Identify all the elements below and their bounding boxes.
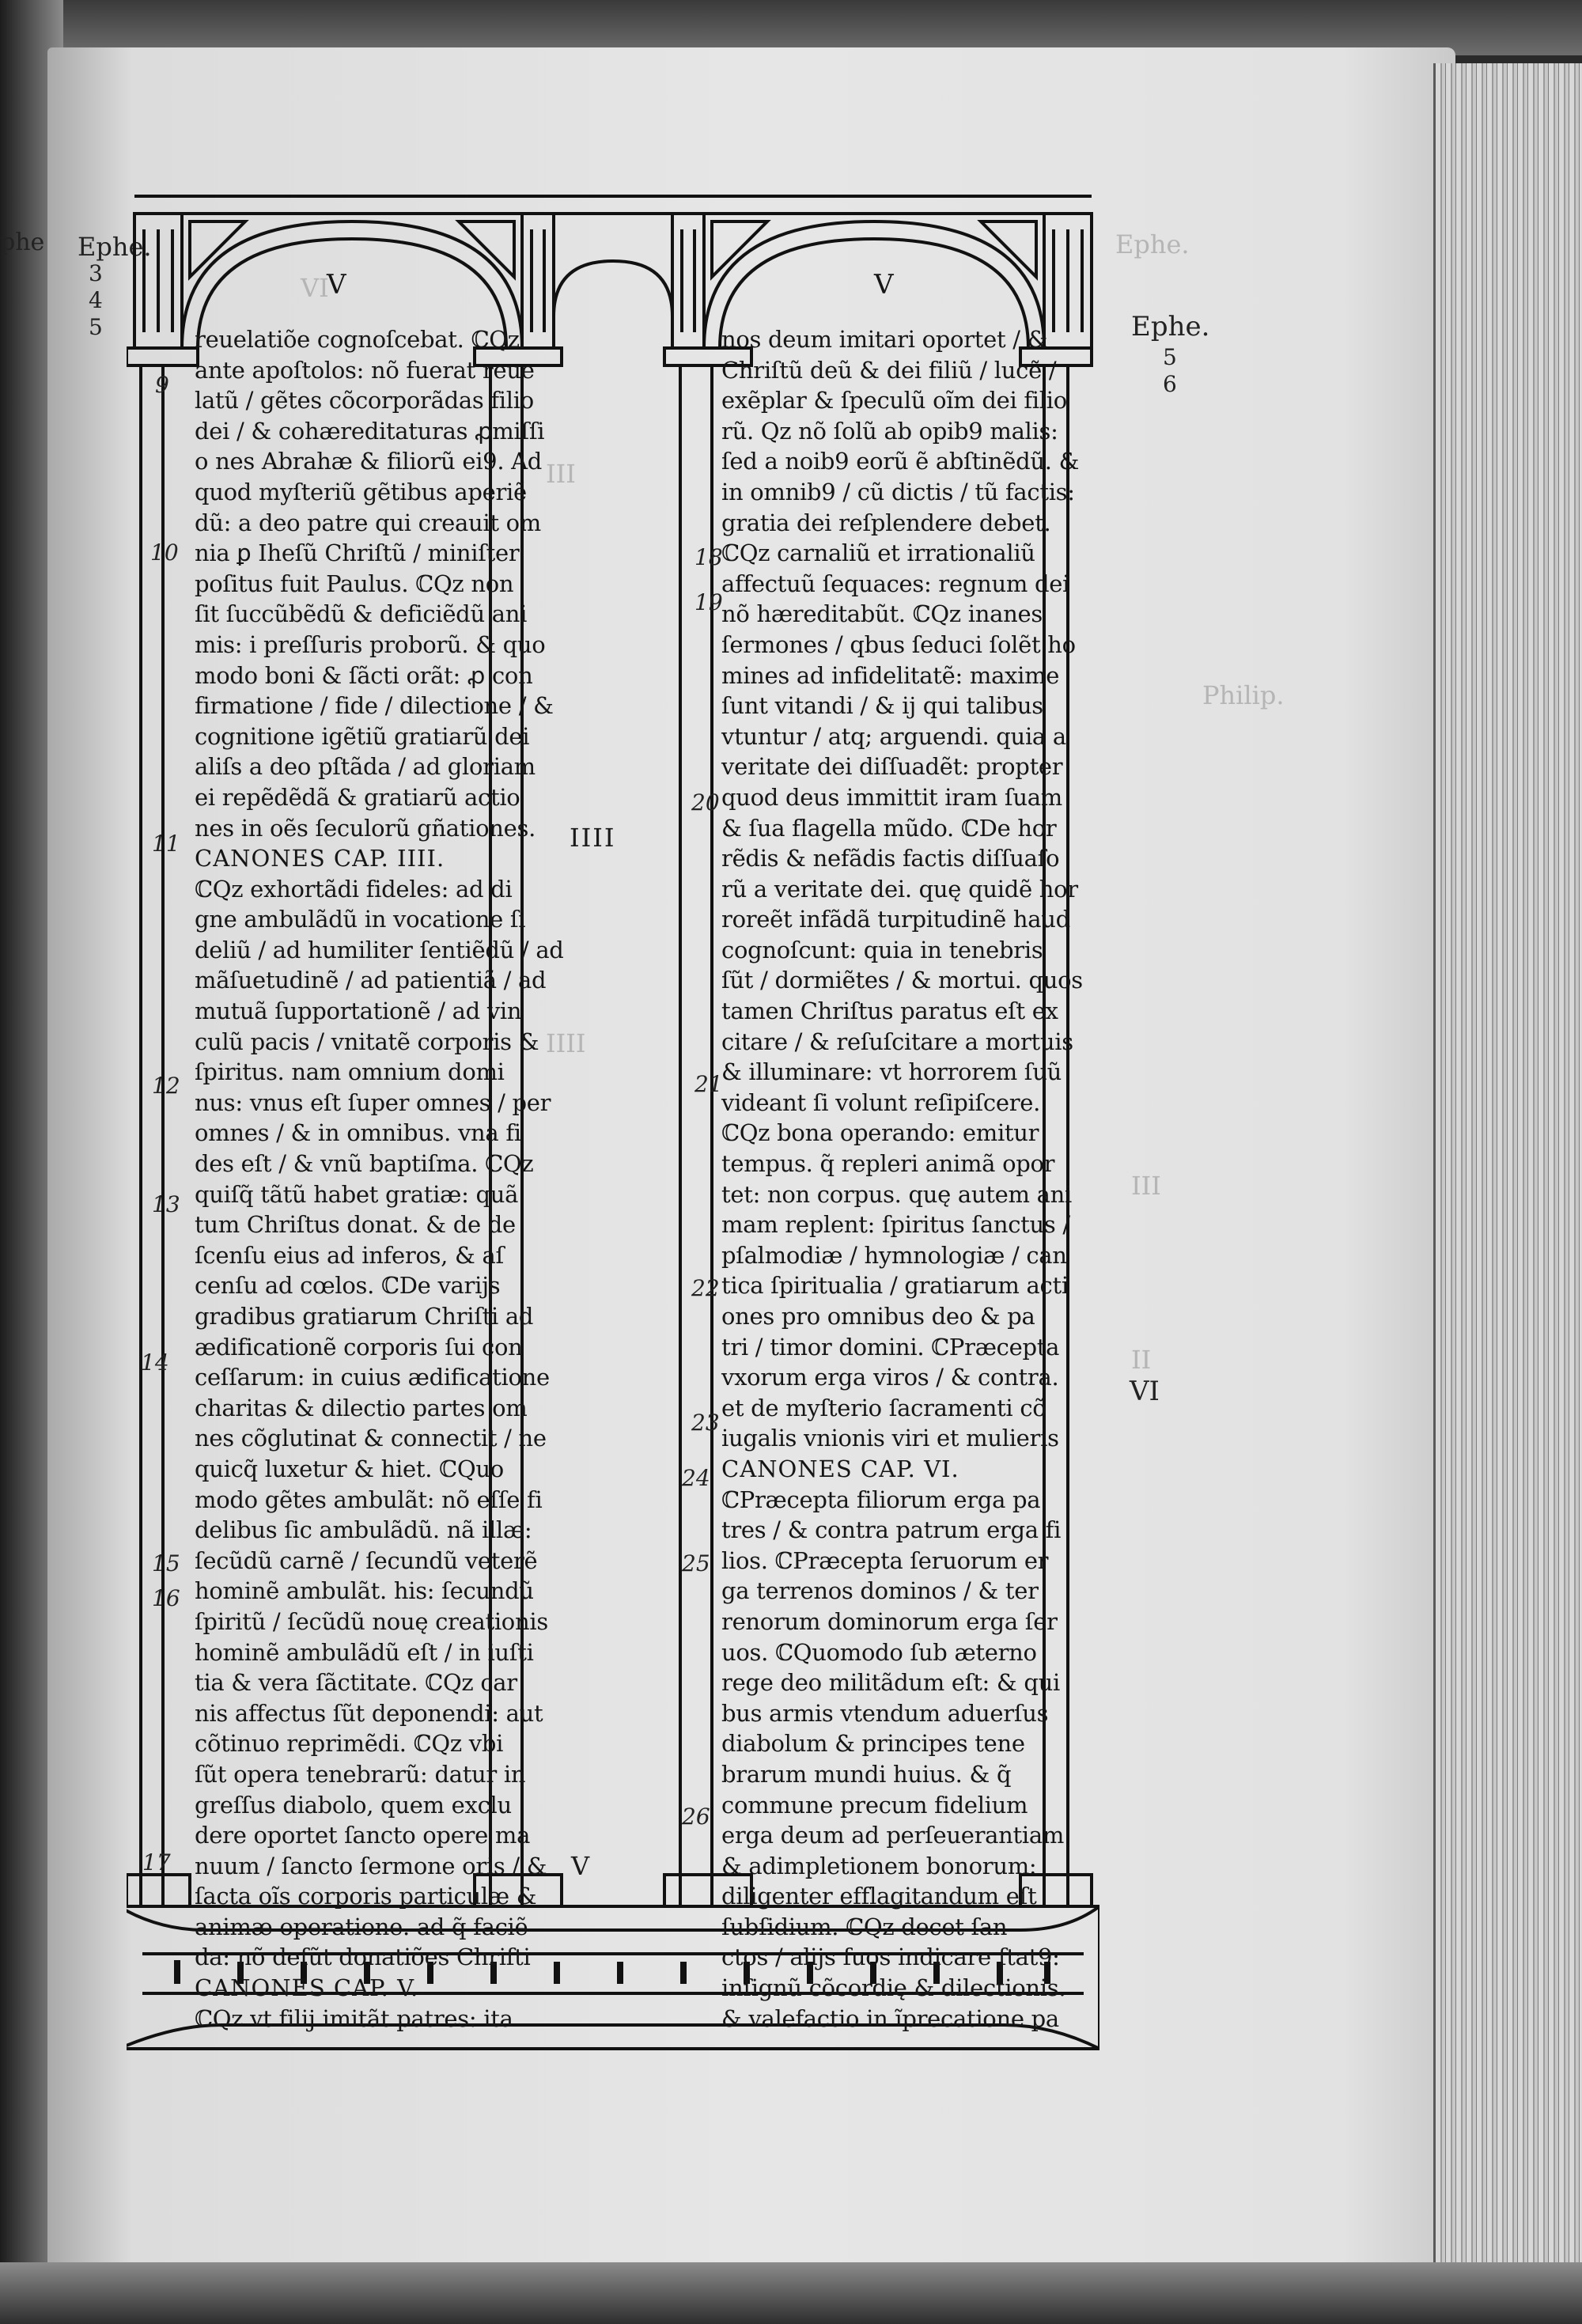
text-line: mines ad infidelitatẽ: maxime [721, 661, 1060, 689]
text-line: mãſuetudinẽ / ad patientiã / ad [195, 967, 547, 994]
text-line: renorum dominorum erga ſer [721, 1607, 1058, 1635]
text-line: ceſſarum: in cuius ædificatione [195, 1364, 550, 1391]
margin-reference: Ephe. [1131, 311, 1210, 343]
text-line: nuum / ſancto ſermone oris / & [195, 1852, 547, 1879]
verse-number: 23 [691, 1410, 720, 1436]
text-line: affectuũ ſequaces: regnum dei [721, 570, 1070, 597]
text-line: videant ſi volunt reſipiſcere. [721, 1088, 1041, 1116]
text-line: mam replent: ſpiritus ſanctus / [721, 1211, 1070, 1239]
text-line: nes in oẽs ſeculorũ gñationes. [195, 814, 536, 842]
show-through-mark: VI [301, 273, 329, 303]
text-line: tet: non corpus. quę autem ani [721, 1180, 1072, 1208]
text-line: roreẽt infãdã turpitudinẽ haud [721, 906, 1070, 933]
text-line: ſermones / qbus ſeduci ſolẽt ho [721, 630, 1076, 658]
text-line: & adimpletionem bonorum: [721, 1852, 1037, 1879]
text-line: ſed a noib9 eorũ ẽ abſtinẽdũ. & [721, 448, 1080, 475]
text-line: brarum mundi huius. & q̃ [721, 1760, 1012, 1788]
text-line: dei / & cohæreditaturas ꝓmiſſi [195, 417, 545, 445]
text-line: ſunt vitandi / & ij qui talibus [721, 692, 1043, 720]
verse-number: 9 [155, 372, 169, 398]
text-line: & valefactio in ĩprecatione pa [721, 2004, 1059, 2032]
text-line: ℂPræcepta filiorum erga pa [721, 1486, 1041, 1513]
text-line: ℂQz vt filij imitãt patres: ita [195, 2004, 513, 2032]
text-line: lios. ℂPræcepta ſeruorum er [721, 1546, 1049, 1574]
text-line: modo gẽtes ambulãt: nõ eſſe fi [195, 1486, 543, 1513]
text-line: pſalmodiæ / hymnologiæ / can [721, 1241, 1067, 1269]
verse-number: 17 [142, 1849, 171, 1875]
verse-number: 12 [152, 1073, 180, 1099]
text-line: diabolum & principes tene [721, 1730, 1025, 1758]
margin-reference: Ephe. [78, 232, 152, 262]
text-line: reuelatiõe cognoſcebat. ℂQz [195, 326, 520, 353]
text-line: citare / & reſuſcitare a mortuis [721, 1028, 1073, 1055]
text-line: quod myſteriũ gẽtibus aperiẽ [195, 478, 527, 505]
text-line: ſpiritus. nam omnium domi [195, 1058, 505, 1086]
text-line: ei repẽdẽdã & gratiarũ actio [195, 783, 520, 811]
center-chapter-mark: IIII [570, 823, 616, 853]
text-line: poſitus fuit Paulus. ℂQz non [195, 570, 514, 597]
text-line: tri / timor domini. ℂPræcepta [721, 1333, 1060, 1361]
text-line: vxorum erga viros / & contra. [721, 1364, 1059, 1391]
show-through-mark: Philip. [1202, 680, 1285, 710]
text-line: rẽdis & nefãdis factis diſſuaſo [721, 845, 1060, 872]
verse-number: 20 [691, 789, 720, 816]
chapter-heading: CANONES CAP. IIII. [195, 845, 445, 872]
right-text-column [721, 324, 1101, 2034]
text-line: ga terrenos dominos / & ter [721, 1577, 1039, 1605]
text-line: vtuntur / atq; arguendi. quia a [721, 722, 1066, 750]
text-line: et de myſterio ſacramenti cõ [721, 1394, 1046, 1421]
text-line: ſubſidium. ℂQz decet ſan [721, 1913, 1008, 1940]
text-line: & illuminare: vt horrorem ſuũ [721, 1058, 1062, 1086]
text-line: dũ: a deo patre qui creauit om [195, 509, 541, 536]
text-line: gratia dei reſplendere debet. [721, 509, 1051, 536]
text-line: mis: i preſſuris proborũ. & quo [195, 630, 546, 658]
text-line: aliſs a deo pſtãda / ad gloriam [195, 753, 536, 781]
left-text-column [195, 324, 566, 2034]
text-line: firmatione / fide / dilectione / & [195, 692, 554, 720]
text-line: quicq̃ luxetur & hiet. ℂQuo [195, 1455, 504, 1482]
text-line: veritate dei diſſuadẽt: propter [721, 753, 1063, 781]
text-line: diligenter efflagitandum eſt [721, 1883, 1037, 1910]
verse-number: 25 [682, 1550, 710, 1576]
text-line: nia ꝑ Iheſũ Chriſtũ / miniſter [195, 539, 520, 567]
margin-number: 5 [89, 314, 103, 340]
text-line: modo boni & ſãcti orãt: ꝓ con [195, 661, 533, 689]
running-head-right: V [874, 269, 894, 301]
text-line: o nes Abrahæ & filiorũ ei9. Ad [195, 448, 543, 475]
margin-number: 4 [89, 287, 103, 313]
show-through-mark: Ephe. [1115, 229, 1190, 259]
text-line: nos deum imitari oportet / & [721, 326, 1048, 353]
margin-number: 5 [1163, 344, 1177, 370]
text-line: cenſu ad cœlos. ℂDe varijs [195, 1272, 501, 1300]
text-line: tica ſpiritualia / gratiarum acti [721, 1272, 1069, 1300]
text-line: ſecũdũ carnẽ / ſecundũ veterẽ [195, 1546, 538, 1574]
text-line: tamen Chriſtus paratus eſt ex [721, 997, 1058, 1025]
page-edges-stack [1433, 63, 1582, 2278]
text-line: uos. ℂQuomodo ſub æterno [721, 1638, 1037, 1666]
text-line: ſũt opera tenebrarũ: datur in [195, 1760, 526, 1788]
text-line: nõ hæreditabũt. ℂQz inanes [721, 600, 1043, 628]
text-line: omnes / & in omnibus. vna fi [195, 1119, 521, 1147]
text-line: ædificationẽ corporis ſui con [195, 1333, 523, 1361]
text-line: erga deum ad perſeuerantiam [721, 1822, 1065, 1849]
text-line: des eſt / & vnũ baptiſma. ℂQz [195, 1150, 534, 1178]
text-line: hominẽ ambulãdũ eſt / in iuſti [195, 1638, 534, 1666]
book-bottom-edge [0, 2262, 1582, 2324]
margin-number: 3 [89, 260, 103, 286]
text-line: gradibus gratiarum Chriſti ad [195, 1303, 534, 1330]
text-line: gne ambulãdũ in vocatione ſi [195, 906, 526, 933]
running-head-left: V [327, 269, 346, 301]
text-line: tres / & contra patrum erga fi [721, 1516, 1062, 1544]
margin-number: 6 [1163, 371, 1177, 397]
text-line: animæ operatione. ad q̃ faciẽ [195, 1913, 528, 1940]
text-line: bus armis vtendum aduerſus [721, 1699, 1049, 1727]
text-line: ante apoſtolos: nõ fuerat reue [195, 356, 535, 384]
text-line: cognoſcunt: quia in tenebris [721, 936, 1043, 963]
text-line: cognitione igẽtiũ gratiarũ dei [195, 722, 530, 750]
text-line: nes cõglutinat & connectit / ne [195, 1425, 547, 1452]
text-line: iugalis vnionis viri et mulieris [721, 1425, 1059, 1452]
text-line: tum Chriſtus donat. & de de [195, 1211, 516, 1239]
text-line: da: nõ deſũt donatiões Chriſti [195, 1944, 531, 1971]
text-line: deliũ / ad humiliter ſentiẽdũ / ad [195, 936, 564, 963]
text-line: rege deo militãdum eſt: & qui [721, 1669, 1060, 1697]
text-line: ℂQz exhortãdi fideles: ad di [195, 875, 513, 903]
verse-number: 18 [694, 544, 723, 570]
text-line: delibus ſic ambulãdũ. nã illæ: [195, 1516, 532, 1544]
text-line: quod deus immittit iram ſuam [721, 783, 1062, 811]
text-line: ſũt / dormiẽtes / & mortui. quos [721, 967, 1083, 994]
text-line: tempus. q̃ repleri animã opor [721, 1150, 1055, 1178]
verse-number: 16 [152, 1585, 180, 1611]
verse-number: 15 [152, 1550, 180, 1576]
verse-number: 24 [682, 1465, 710, 1491]
text-line: in omnib9 / cũ dictis / tũ factis: [721, 478, 1075, 505]
verse-number: 11 [152, 831, 180, 857]
show-through-mark: IIII [546, 1028, 586, 1058]
text-line: ℂQz bona operando: emitur [721, 1119, 1039, 1147]
verse-number: 10 [150, 539, 179, 566]
text-line: commune precum fidelium [721, 1791, 1028, 1819]
verse-number: 26 [682, 1804, 710, 1830]
verse-number: 19 [694, 589, 723, 615]
text-line: nis affectus ſũt deponendi: aut [195, 1699, 543, 1727]
text-line: dere oportet ſancto opere ma [195, 1822, 531, 1849]
text-line: rũ a veritate dei. quę quidẽ hor [721, 875, 1078, 903]
chapter-heading: CANONES CAP. V. [195, 1974, 419, 2002]
text-line: latũ / gẽtes cõcorporãdas filio [195, 387, 534, 414]
text-line: ctos / alijs ſuos indicare ſtat9: [721, 1944, 1060, 1971]
text-line: ones pro omnibus deo & pa [721, 1303, 1035, 1330]
text-line: exẽplar & ſpeculũ oĩm dei filio [721, 387, 1067, 414]
text-line: cõtinuo reprimẽdi. ℂQz vbi [195, 1730, 504, 1758]
text-line: charitas & dilectio partes om [195, 1394, 528, 1421]
chapter-heading: CANONES CAP. VI. [721, 1455, 959, 1482]
verse-number: 14 [141, 1349, 169, 1376]
verse-number: 22 [691, 1275, 720, 1301]
text-line: ſcenſu eius ad inferos, & aſ [195, 1241, 504, 1269]
text-line: nus: vnus eſt ſuper omnes / per [195, 1088, 551, 1116]
text-line: & ſua flagella mũdo. ℂDe hor [721, 814, 1057, 842]
text-line: rũ. Qz nõ ſolũ ab opib9 malis: [721, 417, 1058, 445]
margin-chapter-mark: VI [1130, 1376, 1160, 1407]
verse-number: 21 [694, 1071, 723, 1097]
text-line: ℂQz carnaliũ et irrationaliũ [721, 539, 1035, 567]
text-line: ſpiritũ / ſecũdũ nouę creationis [195, 1607, 548, 1635]
text-line: greſſus diabolo, quem exclu [195, 1791, 512, 1819]
text-line: ſacta oĩs corporis particulæ & [195, 1883, 537, 1910]
show-through-mark: II [1131, 1345, 1152, 1375]
text-line: culũ pacis / vnitatẽ corporis & [195, 1028, 539, 1055]
text-line: ſit ſuccũbẽdũ & deficiẽdũ ani [195, 600, 528, 628]
text-line: quiſq̃ tãtũ habet gratiæ: quã [195, 1180, 519, 1208]
text-line: hominẽ ambulãt. his: ſecundũ [195, 1577, 534, 1605]
show-through-mark: III [1131, 1171, 1161, 1201]
text-line: tia & vera ſãctitate. ℂQz car [195, 1669, 517, 1697]
verse-number: 13 [152, 1191, 180, 1217]
cut-running-head: phe [0, 229, 45, 256]
text-line: mutuã ſupportationẽ / ad vin [195, 997, 522, 1025]
show-through-mark: III [546, 459, 576, 489]
center-chapter-mark: V [571, 1851, 592, 1881]
text-line: Chriſtũ deũ & dei filiũ / lucẽ / [721, 356, 1057, 384]
text-line: inſignũ cõcordię & dilectionis. [721, 1974, 1066, 2002]
